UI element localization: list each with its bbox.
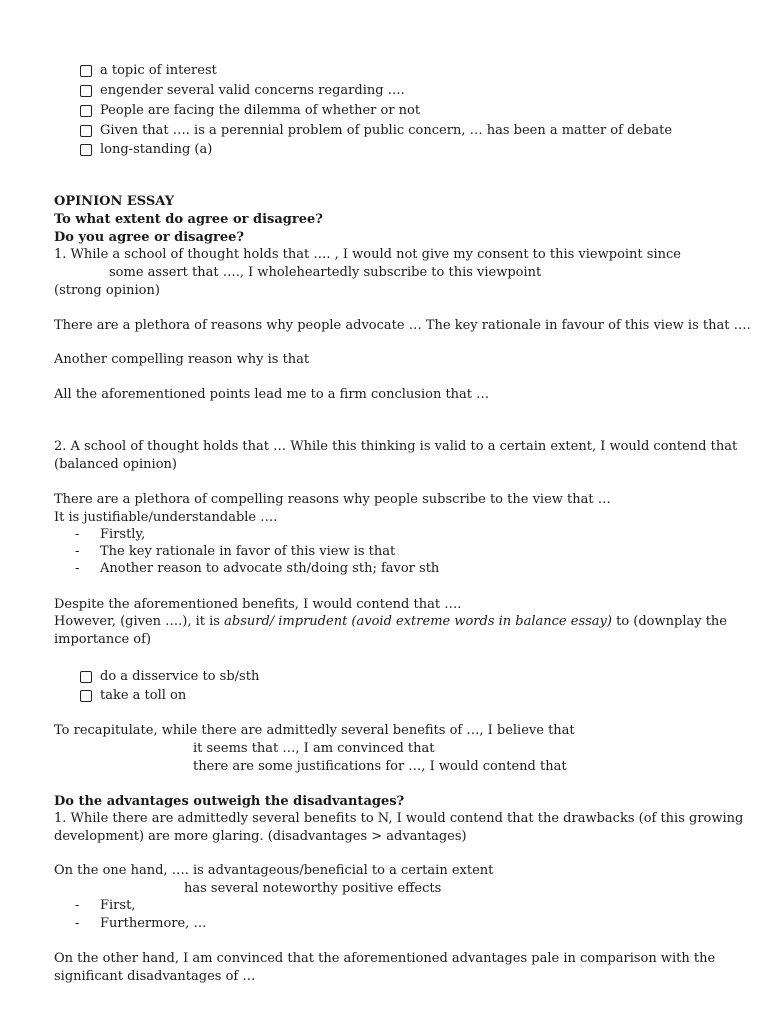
paragraph: To recapitulate, while there are admittedly several benefits of …, I believe that [54, 723, 575, 738]
text-line: (balanced opinion) [54, 457, 177, 472]
list-item: - Another reason to advocate sth/doing sth; favor sth [75, 561, 440, 576]
checklist-item[interactable] [80, 122, 672, 140]
checklist-item[interactable] [80, 82, 405, 100]
checklist-item-text: engender several valid concerns regarding …. [100, 83, 405, 98]
paragraph: Another compelling reason why is that [54, 352, 310, 367]
list-item: - Firstly, [75, 527, 146, 542]
text-line: (strong opinion) [54, 283, 160, 298]
text-line: significant disadvantages of … [54, 969, 256, 984]
text-line: there are some justifications for …, I would contend that [193, 759, 567, 774]
list-item-text: First, [100, 898, 136, 913]
paragraph: It is justifiable/understandable …. [54, 510, 278, 525]
paragraph: Despite the aforementioned benefits, I would contend that …. [54, 597, 462, 612]
paragraph: There are a plethora of compelling reasons why people subscribe to the view that … [54, 492, 611, 507]
list-item-text: The key rationale in favor of this view is that [100, 544, 396, 559]
list-item: - The key rationale in favor of this view is that [75, 544, 396, 559]
checklist-item-text: do a disservice to sb/sth [100, 669, 260, 684]
text-line: 1. While a school of thought holds that …. , I would not give my consent to this viewpoint since [54, 247, 681, 262]
text-run: to (downplay the [611, 614, 728, 629]
italic-note: absurd/ imprudent (avoid extreme words in balance essay) [224, 614, 612, 629]
checklist-item[interactable] [80, 62, 217, 80]
text-line: 2. A school of thought holds that … While this thinking is valid to a certain extent, I would contend that [54, 439, 738, 454]
paragraph: On the other hand, I am convinced that the aforementioned advantages pale in comparison with the [54, 951, 716, 966]
text-line: 1. While there are admittedly several benefits to N, I would contend that the drawbacks (of this growing [54, 811, 744, 826]
list-item-text: Furthermore, … [100, 916, 207, 931]
checkbox-icon[interactable] [80, 690, 92, 702]
checklist-item-text: long-standing (a) [100, 142, 213, 157]
checklist-item[interactable] [80, 141, 212, 159]
checkbox-icon[interactable] [80, 65, 92, 77]
paragraph: All the aforementioned points lead me to a firm conclusion that … [54, 387, 490, 402]
checkbox-icon[interactable] [80, 671, 92, 683]
checklist-item-text: take a toll on [100, 688, 187, 703]
checklist-item[interactable] [80, 687, 186, 705]
list-item-text: Firstly, [100, 527, 146, 542]
text-line: development) are more glaring. (disadvantages > advantages) [54, 829, 467, 844]
checkbox-icon[interactable] [80, 125, 92, 137]
question-line: To what extent do agree or disagree? [54, 212, 323, 227]
list-item-text: Another reason to advocate sth/doing sth; favor sth [100, 561, 440, 576]
checklist-item[interactable] [80, 102, 420, 120]
paragraph: There are a plethora of reasons why people advocate … The key rationale in favour of this view is that …. [54, 318, 751, 333]
question-line: Do you agree or disagree? [54, 230, 245, 245]
section-heading: Do the advantages outweigh the disadvantages? [54, 794, 405, 809]
list-item: - Furthermore, … [75, 916, 207, 931]
list-item: - First, [75, 898, 136, 913]
section-heading: OPINION ESSAY [54, 194, 174, 209]
paragraph [54, 613, 727, 631]
text-line: it seems that …, I am convinced that [193, 741, 435, 756]
checkbox-icon[interactable] [80, 105, 92, 117]
text-line: some assert that …., I wholeheartedly subscribe to this viewpoint [109, 265, 542, 280]
checklist-item-text: People are facing the dilemma of whether or not [100, 103, 421, 118]
checklist-item-text: Given that …. is a perennial problem of public concern, … has been a matter of debate [100, 123, 673, 138]
text-run: However, (given ….), it is [54, 614, 225, 629]
paragraph: On the one hand, …. is advantageous/beneficial to a certain extent [54, 863, 494, 878]
checkbox-icon[interactable] [80, 144, 92, 156]
checklist-item[interactable] [80, 668, 259, 686]
checkbox-icon[interactable] [80, 85, 92, 97]
checklist-item-text: a topic of interest [100, 63, 217, 78]
text-line: importance of) [54, 632, 152, 647]
text-line: has several noteworthy positive effects [184, 881, 442, 896]
